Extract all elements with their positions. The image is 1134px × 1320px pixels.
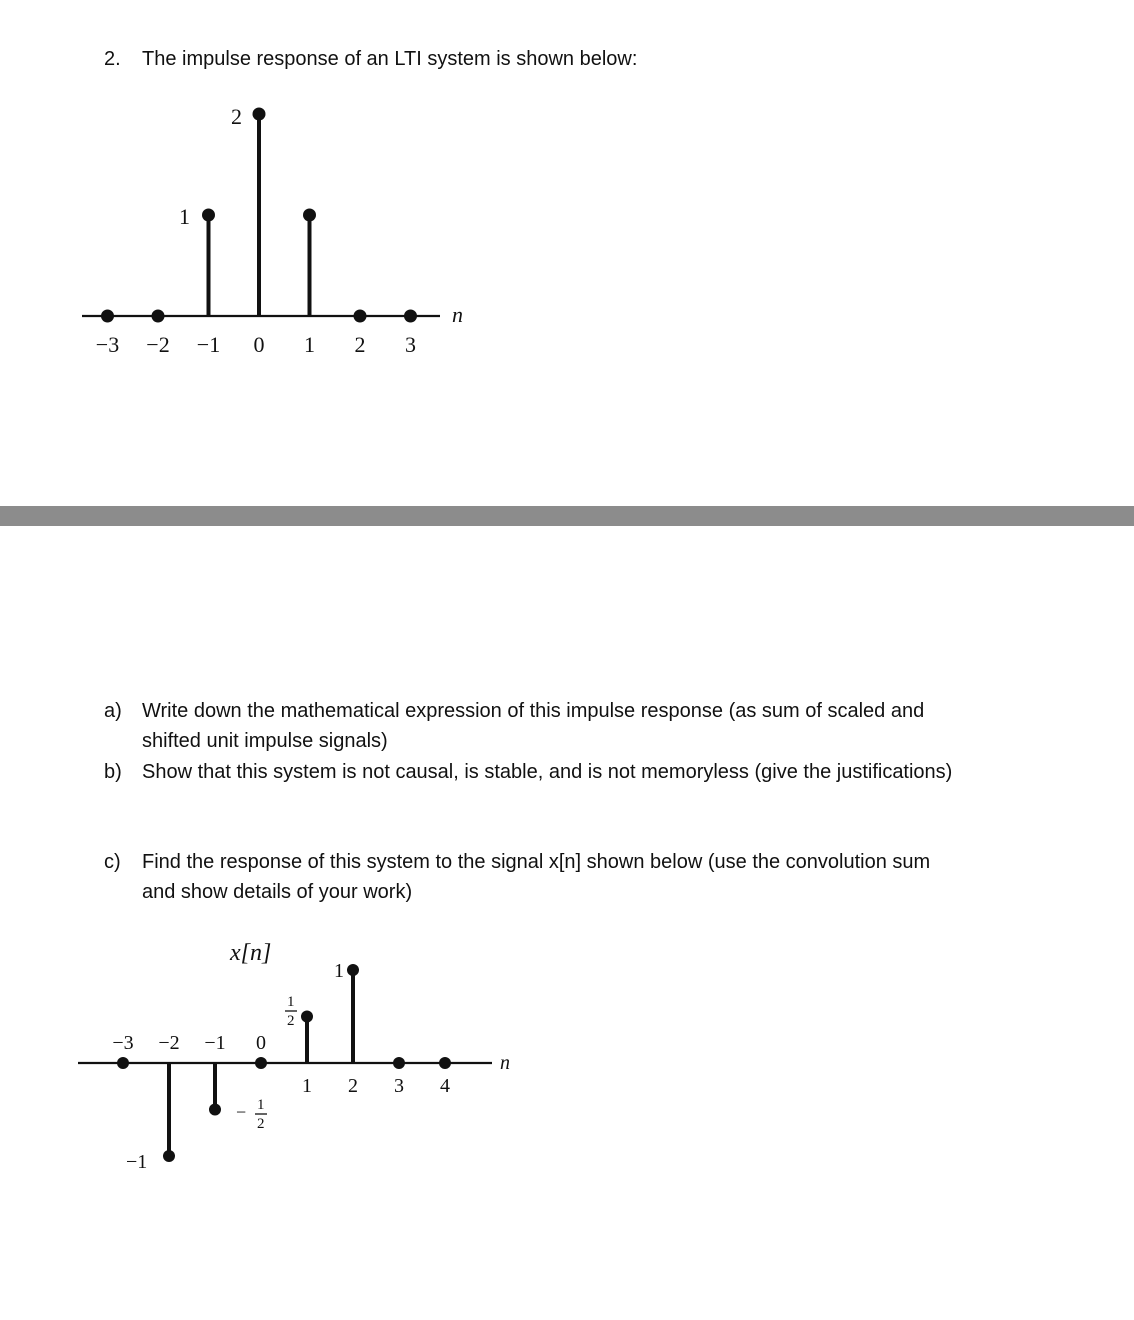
question-number: 2. bbox=[104, 48, 121, 70]
x-value-label-half bbox=[285, 994, 297, 1029]
x-bottom-tick-label: 1 bbox=[302, 1075, 312, 1097]
x-sample-n2 bbox=[347, 964, 359, 976]
x-top-tick-label: −2 bbox=[158, 1032, 180, 1054]
h-sample-n0 bbox=[253, 108, 266, 121]
input-signal-plot bbox=[0, 930, 560, 1180]
h-tick-label: 0 bbox=[253, 332, 265, 357]
x-sample-n-2 bbox=[163, 1150, 175, 1162]
h-sample-n-1 bbox=[202, 209, 215, 222]
h-tick-label: 3 bbox=[405, 332, 416, 357]
x-sample-n3 bbox=[393, 1057, 405, 1069]
x-title: x[n] bbox=[230, 940, 272, 966]
neg-half-denominator: 2 bbox=[257, 1116, 265, 1132]
part-b-label: b) bbox=[104, 761, 122, 783]
h-value-label-1: 1 bbox=[179, 204, 190, 229]
x-top-tick-label: −3 bbox=[112, 1032, 134, 1054]
question-text: The impulse response of an LTI system is shown below: bbox=[142, 48, 638, 70]
x-axis-label: n bbox=[500, 1052, 510, 1074]
x-sample-n0 bbox=[255, 1057, 267, 1069]
half-denominator: 2 bbox=[287, 1013, 295, 1029]
half-numerator: 1 bbox=[287, 994, 295, 1010]
part-a-line1: Write down the mathematical expression of this impulse response (as sum of scaled and bbox=[142, 700, 925, 722]
h-tick-label: 2 bbox=[354, 332, 366, 357]
impulse-response-plot bbox=[0, 90, 520, 380]
h-sample-n-3 bbox=[101, 310, 114, 323]
h-tick-label: −2 bbox=[146, 332, 170, 357]
h-sample-n2 bbox=[354, 310, 367, 323]
h-tick-label: 1 bbox=[304, 332, 315, 357]
x-top-tick-label: 0 bbox=[256, 1032, 266, 1054]
x-value-label-neg-half bbox=[236, 1097, 267, 1132]
part-b-line1: Show that this system is not causal, is stable, and is not memoryless (give the justifications) bbox=[142, 761, 953, 783]
x-value-label-1: 1 bbox=[334, 960, 344, 982]
x-top-tick-label: −1 bbox=[204, 1032, 226, 1054]
h-sample-n1 bbox=[303, 209, 316, 222]
h-axis-label: n bbox=[452, 302, 463, 327]
x-value-label-neg1: −1 bbox=[126, 1151, 148, 1173]
section-divider bbox=[0, 506, 1134, 526]
x-bottom-tick-label: 3 bbox=[394, 1075, 404, 1097]
neg-half-numerator: 1 bbox=[257, 1097, 265, 1113]
x-sample-n1 bbox=[301, 1011, 313, 1023]
part-a-line2: shifted unit impulse signals) bbox=[142, 730, 388, 752]
h-tick-label: −1 bbox=[196, 332, 221, 357]
x-bottom-tick-label: 2 bbox=[348, 1075, 358, 1097]
part-a-label: a) bbox=[104, 700, 122, 722]
part-c-line1: Find the response of this system to the signal x[n] shown below (use the convolution sum bbox=[142, 851, 931, 873]
part-c-label: c) bbox=[104, 851, 121, 873]
h-sample-n-2 bbox=[152, 310, 165, 323]
x-sample-n4 bbox=[439, 1057, 451, 1069]
x-sample-n-1 bbox=[209, 1104, 221, 1116]
x-bottom-tick-label: 4 bbox=[440, 1075, 450, 1097]
part-c-line2: and show details of your work) bbox=[142, 881, 413, 903]
x-sample-n-3 bbox=[117, 1057, 129, 1069]
h-tick-label: −3 bbox=[95, 332, 120, 357]
h-value-label-2: 2 bbox=[231, 104, 242, 129]
h-sample-n3 bbox=[404, 310, 417, 323]
neg-half-sign: − bbox=[236, 1102, 247, 1122]
